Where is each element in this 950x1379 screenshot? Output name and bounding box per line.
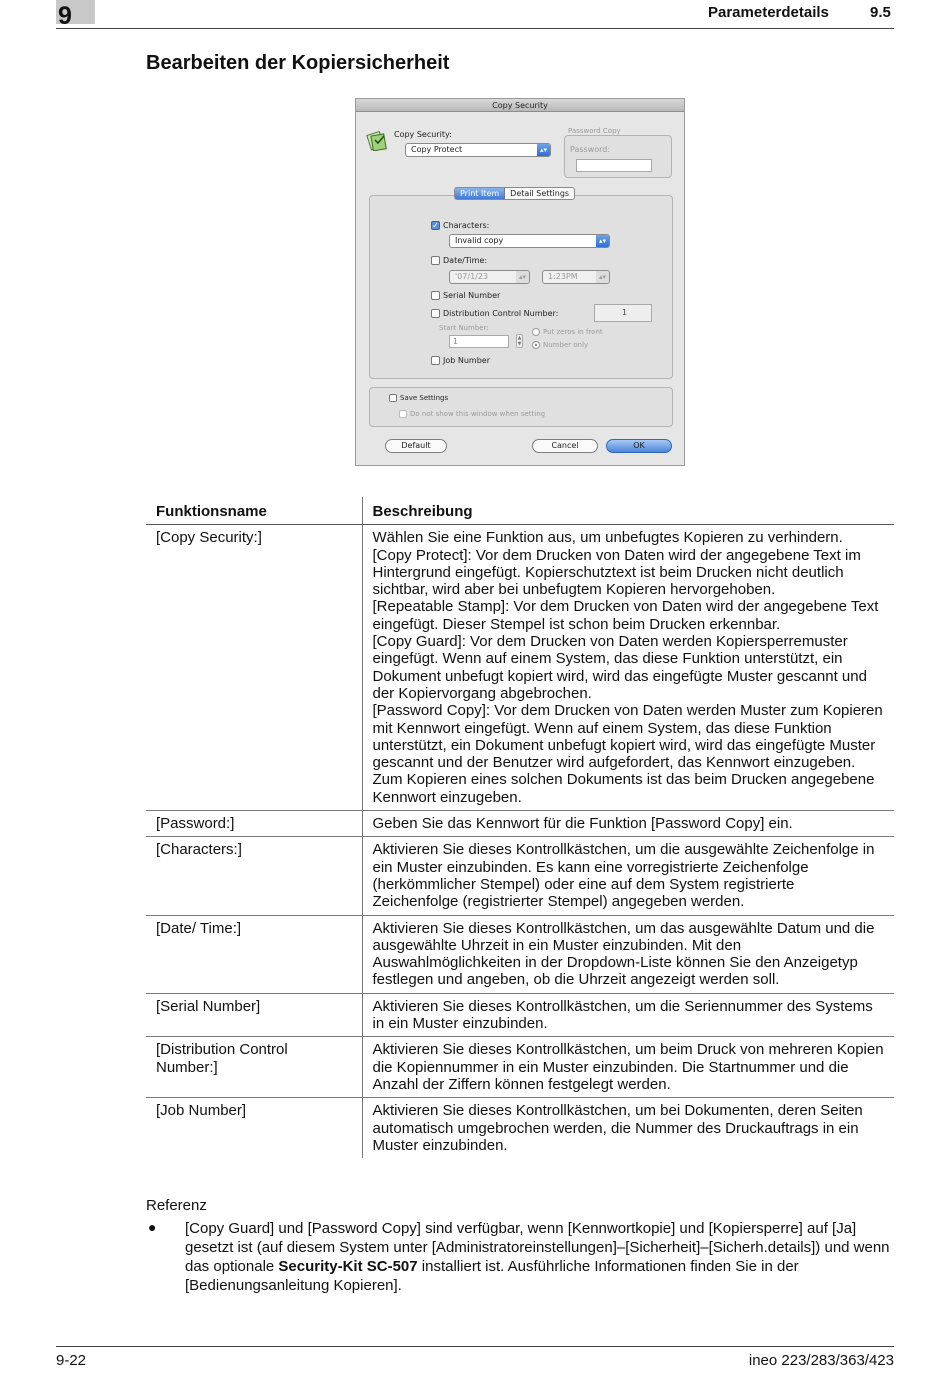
datetime-label: Date/Time: [443, 256, 488, 265]
row-description [362, 811, 894, 837]
serial-number-label: Serial Number [443, 291, 501, 300]
row-description-paragraph: Aktivieren Sie dieses Kontrollkästchen, um die Seriennummer des Systems in ein Muster einzubinden. [372, 997, 873, 1033]
table-row [146, 811, 894, 837]
number-only-label: Number only [543, 341, 589, 349]
time-select[interactable] [542, 270, 610, 284]
password-copy-group-title: Password Copy [568, 127, 621, 135]
put-zeros-label: Put zeros in front [543, 328, 603, 336]
row-description [362, 1037, 894, 1098]
number-only-radio[interactable] [532, 341, 540, 349]
dcn-field[interactable]: 1 [594, 304, 652, 322]
row-description-paragraph: Aktivieren Sie dieses Kontrollkästchen, um die ausgewählte Zeichenfolge in ein Muster einzubinden. Es kann eine vorregistrierte Zeichenfolge (herkömmlicher Stempel) oder eine auf dem System registrierte Zeichenfolge (registrierter Stempel) angegeben werden. [372, 841, 875, 911]
row-name: [Date/ Time:] [146, 915, 362, 993]
row-description [362, 837, 894, 915]
password-input[interactable] [576, 159, 652, 172]
row-name: [Password:] [146, 811, 362, 837]
start-number-label: Start Number: [439, 324, 489, 332]
footer-rule [56, 1346, 894, 1347]
dialog-title: Copy Security [356, 99, 684, 112]
page-number: 9-22 [56, 1352, 87, 1369]
row-name: [Distribution Control Number:] [146, 1037, 362, 1098]
row-description-paragraph: [Repeatable Stamp]: Vor dem Drucken von Daten wird der angegebene Text eingefügt. Dieser Stempel ist schon beim Drucken erkennbar. [372, 598, 879, 633]
copy-security-value: Copy Protect [411, 145, 463, 154]
select-arrows-icon: ▴▾ [596, 271, 609, 283]
characters-value: Invalid copy [455, 236, 504, 245]
copy-security-icon [366, 131, 388, 151]
reference-text-part: installiert ist. Ausführliche Informationen finden Sie in der [Bedienungsanleitung Kopieren]. [185, 1258, 799, 1294]
table-header-row [146, 497, 894, 525]
column-header-name: Funktionsname [146, 497, 362, 525]
table-row [146, 1098, 894, 1158]
parameter-table [146, 497, 894, 1158]
put-zeros-radio[interactable] [532, 328, 540, 336]
job-number-label: Job Number [443, 356, 491, 365]
row-description-paragraph: Aktivieren Sie dieses Kontrollkästchen, um beim Druck von mehreren Kopien die Kopiennummer in ein Muster einzubinden. Die Startnummer und die Anzahl der Ziffern können festgelegt werden. [372, 1041, 884, 1093]
reference-product-name: Security-Kit SC-507 [278, 1258, 418, 1275]
row-name: [Job Number] [146, 1098, 362, 1158]
print-item-panel [369, 195, 673, 379]
datetime-checkbox[interactable] [431, 256, 440, 265]
section-title: Parameterdetails [708, 4, 829, 21]
ok-button[interactable]: OK [606, 439, 672, 453]
table-row [146, 915, 894, 993]
save-settings-checkbox[interactable] [389, 394, 397, 402]
date-select[interactable] [449, 270, 530, 284]
chapter-number: 9 [58, 2, 72, 30]
row-description [362, 525, 894, 811]
row-description-paragraph: Wählen Sie eine Funktion aus, um unbefugtes Kopieren zu verhindern. [372, 529, 843, 547]
product-name: ineo 223/283/363/423 [748, 1352, 894, 1369]
select-arrows-icon: ▴▾ [516, 271, 529, 283]
table-row [146, 1037, 894, 1098]
characters-select[interactable] [449, 234, 610, 248]
do-not-show-checkbox[interactable] [399, 410, 407, 418]
tab-print-item[interactable]: Print Item [455, 188, 505, 199]
serial-number-checkbox[interactable] [431, 291, 440, 300]
cancel-button[interactable]: Cancel [532, 439, 598, 453]
table-row [146, 837, 894, 915]
row-description [362, 1098, 894, 1158]
page-title: Bearbeiten der Kopiersicherheit [146, 52, 450, 74]
start-number-stepper[interactable]: ▲ ▼ [517, 335, 522, 347]
bullet-icon: ● [148, 1219, 157, 1235]
copy-security-label: Copy Security: [394, 130, 452, 139]
table-row [146, 993, 894, 1037]
row-name: [Characters:] [146, 837, 362, 915]
row-description-paragraph: Aktivieren Sie dieses Kontrollkästchen, um das ausgewählte Datum und die ausgewählte Uhrzeit in ein Muster einzubinden. Mit den Auswahlmöglichkeiten in der Dropdown-Liste können Sie den Anzeigetyp festlegen und angeben, ob die Uhrzeit angezeigt werden soll. [372, 919, 875, 989]
row-description-paragraph: Geben Sie das Kennwort für die Funktion [Password Copy] ein. [372, 815, 793, 833]
column-header-description: Beschreibung [362, 497, 894, 525]
row-description [362, 915, 894, 993]
row-description-paragraph: [Copy Protect]: Vor dem Drucken von Daten wird der angegebene Text im Hintergrund eingefügt. Kopierschutztext ist beim Drucken nicht deutlich sichtbar, wird aber bei unbefugtem Kopieren hervorgehoben. [372, 546, 861, 599]
do-not-show-label: Do not show this window when setting [410, 410, 546, 418]
row-name: [Serial Number] [146, 993, 362, 1037]
row-description-paragraph: [Copy Guard]: Vor dem Drucken von Daten werden Kopiersperremuster eingefügt. Wenn auf einem System, das diese Funktion unterstützt, ein Dokument unbefugt kopiert wird, wird das eingefügte Muster gescannt und der Kopiervorgang abgebrochen. [372, 633, 867, 702]
dcn-label: Distribution Control Number: [443, 309, 559, 318]
settings-tabs [454, 187, 575, 200]
copy-security-dialog [355, 98, 685, 466]
select-arrows-icon: ▴▾ [537, 144, 550, 156]
copy-security-select[interactable] [405, 143, 551, 157]
save-settings-group [369, 387, 673, 427]
row-description-paragraph: Aktivieren Sie dieses Kontrollkästchen, um bei Dokumenten, deren Seiten automatisch umgebrochen werden, die Nummer des Druckauftrags in ein Muster einzubinden. [372, 1102, 863, 1154]
password-label: Password: [570, 145, 611, 154]
reference-title: Referenz [146, 1197, 207, 1214]
dcn-checkbox[interactable] [431, 309, 440, 318]
row-description-paragraph: [Password Copy]: Vor dem Drucken von Daten werden Muster zum Kopieren mit Kennwort eingefügt. Wenn auf einem System, das diese Funktion unterstützt, ein Dokument unbefugt kopiert wird, wird das eingefügte Muster gescannt und der Benutzer wird aufgefordert, das Kennwort einzugeben. Zum Kopieren eines solchen Dokuments ist das beim Drucken angegebene Kennwort einzugeben. [372, 702, 883, 806]
reference-text-part: [Copy Guard] und [Password Copy] sind verfügbar, wenn [Kennwortkopie] und [Kopiersperre] auf [Ja] gesetzt ist (auf diesem System unter [Administratoreinstellungen]–[Sicherheit]–[Sicherh.details]) und wenn das optionale [185, 1220, 890, 1275]
reference-text [185, 1219, 897, 1295]
default-button[interactable]: Default [385, 439, 447, 453]
start-number-input[interactable]: 1 [449, 335, 509, 348]
characters-checkbox[interactable]: ✓ [432, 221, 439, 230]
select-arrows-icon: ▴▾ [596, 235, 609, 247]
table-row [146, 525, 894, 811]
characters-label: Characters: [443, 221, 490, 230]
row-name: [Copy Security:] [146, 525, 362, 811]
job-number-checkbox[interactable] [431, 356, 440, 365]
save-settings-label: Save Settings [400, 394, 449, 402]
time-value: 1:23PM [548, 272, 578, 281]
date-value: '07/1/23 [455, 272, 489, 281]
header-rule [56, 28, 894, 29]
tab-detail-settings[interactable]: Detail Settings [505, 188, 574, 199]
row-description [362, 993, 894, 1037]
section-number: 9.5 [870, 4, 891, 21]
